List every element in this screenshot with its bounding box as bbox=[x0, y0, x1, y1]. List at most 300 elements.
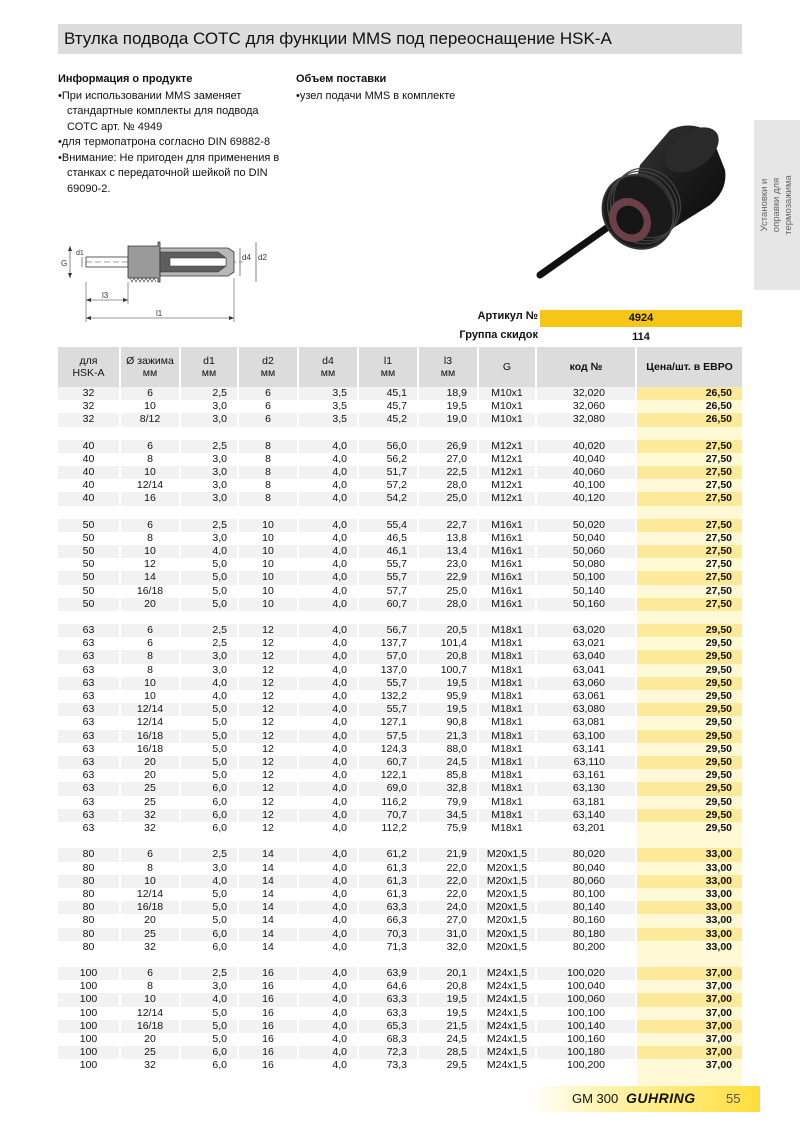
separator-cell bbox=[478, 835, 536, 848]
table-cell: 3,0 bbox=[180, 980, 238, 993]
table-cell: 3,5 bbox=[298, 400, 358, 413]
table-cell: 63,060 bbox=[536, 677, 636, 690]
table-cell: 12 bbox=[238, 624, 298, 637]
table-cell: 50,140 bbox=[536, 585, 636, 598]
table-cell: 2,5 bbox=[180, 387, 238, 400]
table-cell: 16/18 bbox=[120, 585, 180, 598]
table-cell: 4,0 bbox=[298, 703, 358, 716]
table-cell: 50,100 bbox=[536, 571, 636, 584]
table-cell: 5,0 bbox=[180, 1033, 238, 1046]
table-cell: M10x1 bbox=[478, 413, 536, 426]
product-info-list bbox=[58, 89, 288, 198]
col-l1-header: l1 мм bbox=[358, 347, 418, 387]
table-cell: 29,50 bbox=[636, 782, 742, 795]
table-cell: 27,50 bbox=[636, 440, 742, 453]
table-cell: 4,0 bbox=[298, 888, 358, 901]
table-cell: 100 bbox=[58, 1033, 120, 1046]
table-cell: 68,3 bbox=[358, 1033, 418, 1046]
group-separator bbox=[58, 611, 742, 624]
product-info-item: • для термопатрона согласно DIN 69882-8 bbox=[58, 135, 288, 151]
table-cell: 27,50 bbox=[636, 519, 742, 532]
table-cell: 4,0 bbox=[298, 993, 358, 1006]
table-cell: 16/18 bbox=[120, 901, 180, 914]
table-cell: M18x1 bbox=[478, 809, 536, 822]
article-number: 4924 bbox=[540, 310, 742, 327]
table-cell: 116,2 bbox=[358, 796, 418, 809]
table-cell: 3,0 bbox=[180, 479, 238, 492]
col-d4-header: d4 мм bbox=[298, 347, 358, 387]
separator-cell bbox=[536, 1073, 636, 1086]
table-cell: 16/18 bbox=[120, 730, 180, 743]
table-cell: 27,0 bbox=[418, 453, 478, 466]
table-row bbox=[58, 809, 742, 822]
table-cell: 100 bbox=[58, 1046, 120, 1059]
separator-cell bbox=[536, 506, 636, 519]
table-cell: 16/18 bbox=[120, 743, 180, 756]
table-cell: M12x1 bbox=[478, 479, 536, 492]
table-cell: 27,50 bbox=[636, 545, 742, 558]
table-cell: 10 bbox=[120, 677, 180, 690]
table-cell: 50 bbox=[58, 571, 120, 584]
table-cell: 4,0 bbox=[298, 1046, 358, 1059]
table-cell: 6,0 bbox=[180, 822, 238, 835]
table-cell: 63 bbox=[58, 716, 120, 729]
table-cell: M12x1 bbox=[478, 492, 536, 505]
table-cell: 27,0 bbox=[418, 914, 478, 927]
separator-cell bbox=[478, 611, 536, 624]
table-row bbox=[58, 519, 742, 532]
separator-cell bbox=[358, 954, 418, 967]
table-cell: 33,00 bbox=[636, 848, 742, 861]
table-cell: 4,0 bbox=[298, 571, 358, 584]
table-cell: 50 bbox=[58, 598, 120, 611]
table-cell: 100 bbox=[58, 1007, 120, 1020]
table-cell: 4,0 bbox=[298, 809, 358, 822]
group-separator bbox=[58, 506, 742, 519]
table-cell: 61,2 bbox=[358, 848, 418, 861]
separator-cell bbox=[298, 835, 358, 848]
separator-cell bbox=[418, 1073, 478, 1086]
table-cell: 8 bbox=[120, 980, 180, 993]
table-cell: 3,0 bbox=[180, 650, 238, 663]
separator-cell bbox=[238, 835, 298, 848]
table-cell: 12 bbox=[238, 756, 298, 769]
table-cell: 22,0 bbox=[418, 862, 478, 875]
table-cell: 40 bbox=[58, 466, 120, 479]
separator-cell bbox=[298, 427, 358, 440]
table-cell: 13,8 bbox=[418, 532, 478, 545]
table-cell: 20,8 bbox=[418, 650, 478, 663]
table-cell: 63,3 bbox=[358, 1007, 418, 1020]
table-cell: 33,00 bbox=[636, 914, 742, 927]
table-cell: 37,00 bbox=[636, 1046, 742, 1059]
separator-cell bbox=[120, 954, 180, 967]
table-cell: 22,7 bbox=[418, 519, 478, 532]
table-cell: 37,00 bbox=[636, 1020, 742, 1033]
table-cell: 12 bbox=[238, 690, 298, 703]
table-cell: 2,5 bbox=[180, 519, 238, 532]
table-cell: 80,200 bbox=[536, 941, 636, 954]
table-cell: 3,0 bbox=[180, 466, 238, 479]
separator-cell bbox=[536, 835, 636, 848]
table-cell: 55,7 bbox=[358, 558, 418, 571]
table-cell: 24,5 bbox=[418, 756, 478, 769]
table-cell: M12x1 bbox=[478, 440, 536, 453]
separator-cell bbox=[58, 427, 120, 440]
table-cell: M20x1,5 bbox=[478, 901, 536, 914]
separator-cell bbox=[418, 506, 478, 519]
table-cell: M10x1 bbox=[478, 387, 536, 400]
table-cell: 8 bbox=[238, 440, 298, 453]
table-cell: 37,00 bbox=[636, 1007, 742, 1020]
table-cell: 137,7 bbox=[358, 637, 418, 650]
table-row bbox=[58, 413, 742, 426]
table-cell: 56,7 bbox=[358, 624, 418, 637]
table-cell: 4,0 bbox=[298, 901, 358, 914]
table-cell: 29,50 bbox=[636, 809, 742, 822]
table-cell: M24x1,5 bbox=[478, 1046, 536, 1059]
table-cell: 19,5 bbox=[418, 703, 478, 716]
dim-l3-label: l3 bbox=[102, 291, 109, 300]
table-cell: M24x1,5 bbox=[478, 993, 536, 1006]
table-cell: 56,0 bbox=[358, 440, 418, 453]
table-cell: M18x1 bbox=[478, 637, 536, 650]
table-cell: 27,50 bbox=[636, 466, 742, 479]
table-cell: 12 bbox=[238, 809, 298, 822]
table-cell: 14 bbox=[238, 862, 298, 875]
table-cell: M16x1 bbox=[478, 545, 536, 558]
table-cell: 63 bbox=[58, 637, 120, 650]
table-cell: 4,0 bbox=[298, 782, 358, 795]
separator-cell bbox=[358, 611, 418, 624]
table-cell: 20 bbox=[120, 598, 180, 611]
table-cell: 63 bbox=[58, 677, 120, 690]
table-cell: 132,2 bbox=[358, 690, 418, 703]
separator-cell bbox=[58, 611, 120, 624]
table-cell: 5,0 bbox=[180, 888, 238, 901]
table-cell: 8 bbox=[238, 479, 298, 492]
delivery-scope-heading: Объем поставки bbox=[296, 73, 387, 85]
table-cell: 5,0 bbox=[180, 914, 238, 927]
table-cell: 2,5 bbox=[180, 967, 238, 980]
table-cell: 2,5 bbox=[180, 440, 238, 453]
product-info-item: • Внимание: Не пригоден для применения в станках с передаточной шейкой по DIN 69090-2. bbox=[58, 151, 288, 198]
table-cell: 63 bbox=[58, 822, 120, 835]
table-cell: 24,0 bbox=[418, 901, 478, 914]
table-row bbox=[58, 796, 742, 809]
table-cell: 122,1 bbox=[358, 769, 418, 782]
table-cell: 63 bbox=[58, 743, 120, 756]
table-cell: M18x1 bbox=[478, 690, 536, 703]
table-cell: M18x1 bbox=[478, 769, 536, 782]
table-cell: 4,0 bbox=[298, 914, 358, 927]
table-row bbox=[58, 980, 742, 993]
table-cell: 34,5 bbox=[418, 809, 478, 822]
separator-cell bbox=[478, 954, 536, 967]
separator-cell bbox=[358, 835, 418, 848]
table-row bbox=[58, 664, 742, 677]
table-cell: 40,120 bbox=[536, 492, 636, 505]
table-cell: 14 bbox=[238, 888, 298, 901]
table-cell: 63 bbox=[58, 756, 120, 769]
table-cell: 4,0 bbox=[180, 545, 238, 558]
table-cell: 85,8 bbox=[418, 769, 478, 782]
table-cell: M18x1 bbox=[478, 624, 536, 637]
table-cell: 6 bbox=[238, 387, 298, 400]
table-cell: M18x1 bbox=[478, 703, 536, 716]
table-row bbox=[58, 1007, 742, 1020]
table-row bbox=[58, 822, 742, 835]
table-cell: M18x1 bbox=[478, 677, 536, 690]
table-cell: 4,0 bbox=[298, 479, 358, 492]
separator-cell bbox=[636, 1073, 742, 1086]
table-row bbox=[58, 756, 742, 769]
table-cell: 100 bbox=[58, 1020, 120, 1033]
table-cell: 63,181 bbox=[536, 796, 636, 809]
table-cell: 37,00 bbox=[636, 1059, 742, 1072]
table-cell: 4,0 bbox=[298, 650, 358, 663]
separator-cell bbox=[120, 1073, 180, 1086]
table-cell: 32,8 bbox=[418, 782, 478, 795]
table-cell: 6,0 bbox=[180, 1046, 238, 1059]
table-cell: 50,020 bbox=[536, 519, 636, 532]
table-cell: 80,140 bbox=[536, 901, 636, 914]
table-cell: 32,080 bbox=[536, 413, 636, 426]
table-cell: 63,081 bbox=[536, 716, 636, 729]
table-cell: 16 bbox=[238, 1059, 298, 1072]
table-cell: 90,8 bbox=[418, 716, 478, 729]
table-cell: 33,00 bbox=[636, 928, 742, 941]
table-cell: 80,160 bbox=[536, 914, 636, 927]
table-cell: 12/14 bbox=[120, 716, 180, 729]
delivery-scope-item: • узел подачи MMS в комплекте bbox=[296, 89, 516, 105]
table-cell: 10 bbox=[238, 571, 298, 584]
table-cell: 100,200 bbox=[536, 1059, 636, 1072]
table-cell: 4,0 bbox=[298, 664, 358, 677]
table-cell: 14 bbox=[238, 941, 298, 954]
col-price-header: Цена/шт. в ЕВРО bbox=[636, 347, 742, 387]
table-cell: 5,0 bbox=[180, 769, 238, 782]
table-row bbox=[58, 730, 742, 743]
table-cell: 5,0 bbox=[180, 756, 238, 769]
table-cell: 27,50 bbox=[636, 479, 742, 492]
table-cell: M20x1,5 bbox=[478, 875, 536, 888]
table-cell: M24x1,5 bbox=[478, 980, 536, 993]
table-cell: 19,5 bbox=[418, 677, 478, 690]
table-cell: 61,3 bbox=[358, 862, 418, 875]
table-cell: 57,5 bbox=[358, 730, 418, 743]
table-cell: 12 bbox=[238, 716, 298, 729]
table-cell: 4,0 bbox=[298, 558, 358, 571]
table-cell: 29,5 bbox=[418, 1059, 478, 1072]
table-cell: 26,9 bbox=[418, 440, 478, 453]
separator-cell bbox=[238, 506, 298, 519]
table-cell: M24x1,5 bbox=[478, 1059, 536, 1072]
table-cell: 137,0 bbox=[358, 664, 418, 677]
table-cell: 80,180 bbox=[536, 928, 636, 941]
table-cell: 40,040 bbox=[536, 453, 636, 466]
table-cell: 6 bbox=[120, 848, 180, 861]
table-cell: 20 bbox=[120, 756, 180, 769]
table-cell: 12 bbox=[238, 650, 298, 663]
table-cell: 3,5 bbox=[298, 387, 358, 400]
table-cell: 4,0 bbox=[298, 743, 358, 756]
table-cell: 45,7 bbox=[358, 400, 418, 413]
table-cell: 32 bbox=[120, 822, 180, 835]
separator-cell bbox=[180, 954, 238, 967]
table-cell: 63,130 bbox=[536, 782, 636, 795]
table-cell: M24x1,5 bbox=[478, 1033, 536, 1046]
table-row bbox=[58, 387, 742, 400]
table-cell: 33,00 bbox=[636, 901, 742, 914]
table-cell: 33,00 bbox=[636, 862, 742, 875]
table-row bbox=[58, 782, 742, 795]
table-cell: 63,021 bbox=[536, 637, 636, 650]
table-cell: 100,040 bbox=[536, 980, 636, 993]
table-cell: 61,3 bbox=[358, 875, 418, 888]
table-cell: M16x1 bbox=[478, 571, 536, 584]
table-cell: 5,0 bbox=[180, 901, 238, 914]
table-cell: 8 bbox=[120, 862, 180, 875]
table-cell: 70,3 bbox=[358, 928, 418, 941]
table-cell: 50 bbox=[58, 532, 120, 545]
table-cell: 4,0 bbox=[180, 690, 238, 703]
table-cell: M12x1 bbox=[478, 466, 536, 479]
table-cell: 4,0 bbox=[298, 677, 358, 690]
table-cell: 4,0 bbox=[298, 980, 358, 993]
table-row bbox=[58, 967, 742, 980]
separator-cell bbox=[536, 611, 636, 624]
table-cell: 63,061 bbox=[536, 690, 636, 703]
table-cell: 4,0 bbox=[298, 545, 358, 558]
table-cell: 40 bbox=[58, 479, 120, 492]
separator-cell bbox=[180, 611, 238, 624]
table-cell: 29,50 bbox=[636, 796, 742, 809]
table-cell: 14 bbox=[238, 848, 298, 861]
table-cell: 63 bbox=[58, 809, 120, 822]
table-cell: 100,060 bbox=[536, 993, 636, 1006]
separator-cell bbox=[536, 427, 636, 440]
table-cell: 14 bbox=[238, 875, 298, 888]
table-cell: 61,3 bbox=[358, 888, 418, 901]
table-cell: M20x1,5 bbox=[478, 888, 536, 901]
table-cell: 63,140 bbox=[536, 809, 636, 822]
table-cell: 12 bbox=[238, 743, 298, 756]
separator-cell bbox=[120, 835, 180, 848]
table-cell: 63,110 bbox=[536, 756, 636, 769]
table-cell: 80,040 bbox=[536, 862, 636, 875]
table-cell: 54,2 bbox=[358, 492, 418, 505]
page-title: Втулка подвода СОТС для функции MMS под переоснащение HSK-A bbox=[58, 24, 742, 54]
table-cell: M18x1 bbox=[478, 650, 536, 663]
table-cell: 29,50 bbox=[636, 624, 742, 637]
table-cell: 40,060 bbox=[536, 466, 636, 479]
table-cell: 28,5 bbox=[418, 1046, 478, 1059]
separator-cell bbox=[358, 427, 418, 440]
col-code-header: код № bbox=[536, 347, 636, 387]
table-cell: 63,040 bbox=[536, 650, 636, 663]
table-cell: 12/14 bbox=[120, 479, 180, 492]
table-cell: 80,020 bbox=[536, 848, 636, 861]
table-cell: 100,100 bbox=[536, 1007, 636, 1020]
table-cell: 3,0 bbox=[180, 664, 238, 677]
table-cell: 100,160 bbox=[536, 1033, 636, 1046]
table-cell: 4,0 bbox=[298, 690, 358, 703]
delivery-scope bbox=[296, 72, 516, 104]
table-cell: 29,50 bbox=[636, 650, 742, 663]
table-cell: 12 bbox=[238, 703, 298, 716]
table-cell: 10 bbox=[120, 545, 180, 558]
table-cell: 19,0 bbox=[418, 413, 478, 426]
table-cell: 6 bbox=[120, 637, 180, 650]
table-cell: 4,0 bbox=[298, 862, 358, 875]
table-cell: 4,0 bbox=[298, 730, 358, 743]
table-cell: 21,3 bbox=[418, 730, 478, 743]
table-cell: 6 bbox=[120, 440, 180, 453]
table-cell: 6,0 bbox=[180, 941, 238, 954]
footer bbox=[530, 1086, 760, 1112]
table-cell: 4,0 bbox=[298, 1059, 358, 1072]
table-cell: M10x1 bbox=[478, 400, 536, 413]
table-cell: 6,0 bbox=[180, 1059, 238, 1072]
table-cell: 3,5 bbox=[298, 413, 358, 426]
table-cell: 8 bbox=[238, 466, 298, 479]
table-cell: 4,0 bbox=[298, 822, 358, 835]
table-cell: 3,0 bbox=[180, 413, 238, 426]
table-cell: 37,00 bbox=[636, 993, 742, 1006]
table-cell: 40 bbox=[58, 492, 120, 505]
table-cell: 88,0 bbox=[418, 743, 478, 756]
table-cell: 4,0 bbox=[298, 769, 358, 782]
table-cell: 6 bbox=[120, 624, 180, 637]
dim-l1-label: l1 bbox=[156, 309, 163, 318]
table-row bbox=[58, 650, 742, 663]
table-cell: 55,7 bbox=[358, 677, 418, 690]
side-tab-label: Установки и оправки для термозажима bbox=[759, 175, 794, 235]
table-cell: 100 bbox=[58, 967, 120, 980]
group-separator bbox=[58, 1073, 742, 1086]
table-cell: M20x1,5 bbox=[478, 862, 536, 875]
table-cell: 19,5 bbox=[418, 1007, 478, 1020]
table-cell: 80 bbox=[58, 888, 120, 901]
group-separator bbox=[58, 954, 742, 967]
table-cell: 10 bbox=[120, 875, 180, 888]
table-cell: 33,00 bbox=[636, 875, 742, 888]
table-cell: M24x1,5 bbox=[478, 1020, 536, 1033]
table-cell: 14 bbox=[238, 901, 298, 914]
table-cell: 16 bbox=[120, 492, 180, 505]
table-cell: 57,0 bbox=[358, 650, 418, 663]
table-cell: 6 bbox=[238, 413, 298, 426]
table-cell: M16x1 bbox=[478, 558, 536, 571]
separator-cell bbox=[478, 427, 536, 440]
table-cell: 10 bbox=[238, 545, 298, 558]
table-cell: 2,5 bbox=[180, 624, 238, 637]
table-cell: 8 bbox=[120, 453, 180, 466]
table-cell: 3,0 bbox=[180, 492, 238, 505]
table-cell: 10 bbox=[238, 519, 298, 532]
table-cell: 20,1 bbox=[418, 967, 478, 980]
table-cell: 27,50 bbox=[636, 571, 742, 584]
table-cell: 25 bbox=[120, 796, 180, 809]
table-cell: 6 bbox=[120, 519, 180, 532]
table-cell: M18x1 bbox=[478, 716, 536, 729]
table-cell: 29,50 bbox=[636, 677, 742, 690]
table-cell: 27,50 bbox=[636, 453, 742, 466]
separator-cell bbox=[358, 1073, 418, 1086]
separator-cell bbox=[120, 611, 180, 624]
table-cell: 22,5 bbox=[418, 466, 478, 479]
